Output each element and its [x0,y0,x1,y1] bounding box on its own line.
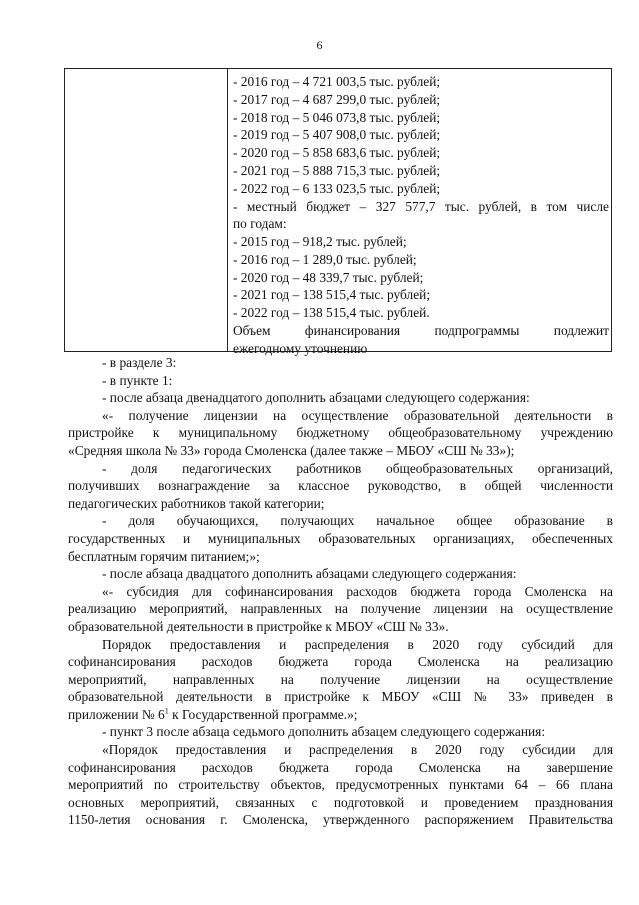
paragraph-line: основных мероприятий, связанных с подготовкой и проведением празднования [68,794,613,810]
paragraph-line: получивших вознаграждение за классное руководство, в общей численности [68,478,613,494]
year-line: - 2021 год – 5 888 715,3 тыс. рублей; [233,162,441,178]
volume-note-line: Объем финансирования подпрограммы подлежит [233,322,609,338]
local-year-line: - 2015 год – 918,2 тыс. рублей; [233,233,407,249]
year-line: - 2020 год – 5 858 683,6 тыс. рублей; [233,145,441,161]
local-budget-line: - местный бюджет – 327 577,7 тыс. рублей, в том числе [233,198,609,214]
paragraph-line: реализацию мероприятий, направленных на получение лицензии на осуществление [68,601,613,617]
appendix-superscript: 1 [164,706,169,716]
volume-note-line: ежегодному уточнению [233,340,368,356]
paragraph-line: - в разделе 3: [102,355,177,370]
paragraph-line: софинансирования расходов бюджета города Смоленска на завершение [68,759,613,775]
page-number: 6 [316,38,323,52]
paragraph-line [68,706,613,724]
paragraph-line: «Порядок предоставления и распределения в 2020 году субсидии для [102,742,613,758]
local-year-line: - 2020 год – 48 339,7 тыс. рублей; [233,269,424,285]
local-year-line: - 2016 год – 1 289,0 тыс. рублей; [233,251,417,267]
year-line: - 2022 год – 6 133 023,5 тыс. рублей; [233,180,441,196]
paragraph-line: «Средняя школа № 33» города Смоленска (далее также – МБОУ «СШ № 33»); [68,442,515,458]
paragraph-line: мероприятий, направленных на получение лицензии на осуществление [68,671,613,687]
financing-table [64,68,612,356]
paragraph-line: - доля обучающихся, получающих начальное общее образование в [102,513,613,529]
year-line: - 2017 год – 4 687 299,0 тыс. рублей; [233,91,441,107]
paragraph-line: 1150-летия основания г. Смоленска, утвержденного распоряжением Правительства [68,812,613,828]
paragraph-line: - после абзаца двадцатого дополнить абзацами следующего содержания: [102,566,517,582]
local-year-line: - 2021 год – 138 515,4 тыс. рублей; [233,287,431,303]
paragraph-line: - после абзаца двенадцатого дополнить абзацами следующего содержания: [102,390,530,406]
year-line: - 2016 год – 4 721 003,5 тыс. рублей; [233,74,441,89]
paragraph-line: мероприятий по строительству объектов, предусмотренных пунктами 64 – 66 плана [68,777,613,793]
paragraph-line: «- субсидия для софинансирования расходов бюджета города Смоленска на [102,583,613,599]
paragraph-line: государственных и муниципальных образовательных организациях, обеспеченных [68,530,613,546]
local-year-line: - 2022 год – 138 515,4 тыс. рублей. [233,305,430,321]
paragraph-line: пристройке к муниципальному бюджетному общеобразовательному учреждению [68,425,613,441]
paragraph-line: - пункт 3 после абзаца седьмого дополнить абзацем следующего содержания: [102,724,546,740]
paragraph-line: образовательной деятельности в пристройке к МБОУ «СШ № 33» приведен в [68,689,613,705]
paragraph-line: «- получение лицензии на осуществление образовательной деятельности в [102,407,613,423]
appendix-ref-tail: к Государственной программе.»; [168,706,358,722]
paragraph-line: бесплатным горячим питанием;»; [68,548,260,564]
table-right-cell [233,73,609,357]
paragraph-line: Порядок предоставления и распределения в 2020 году субсидий для [102,636,613,652]
paragraph-line: педагогических работников такой категории; [68,495,325,511]
paragraph-line: - доля педагогических работников общеобразовательных организаций, [102,460,613,476]
appendix-ref: приложении № 6 [68,706,165,722]
table-left-cell [65,69,228,351]
body-text [68,354,613,829]
paragraph-line: образовательной деятельности в пристройке к МБОУ «СШ № 33». [68,618,449,634]
year-line: - 2019 год – 5 407 908,0 тыс. рублей; [233,127,441,143]
year-line: - 2018 год – 5 046 073,8 тыс. рублей; [233,109,441,125]
paragraph-line: - в пункте 1: [102,372,173,388]
paragraph-line: софинансирования расходов бюджета города Смоленска на реализацию [68,654,613,670]
local-budget-by-years: по годам: [233,216,287,232]
